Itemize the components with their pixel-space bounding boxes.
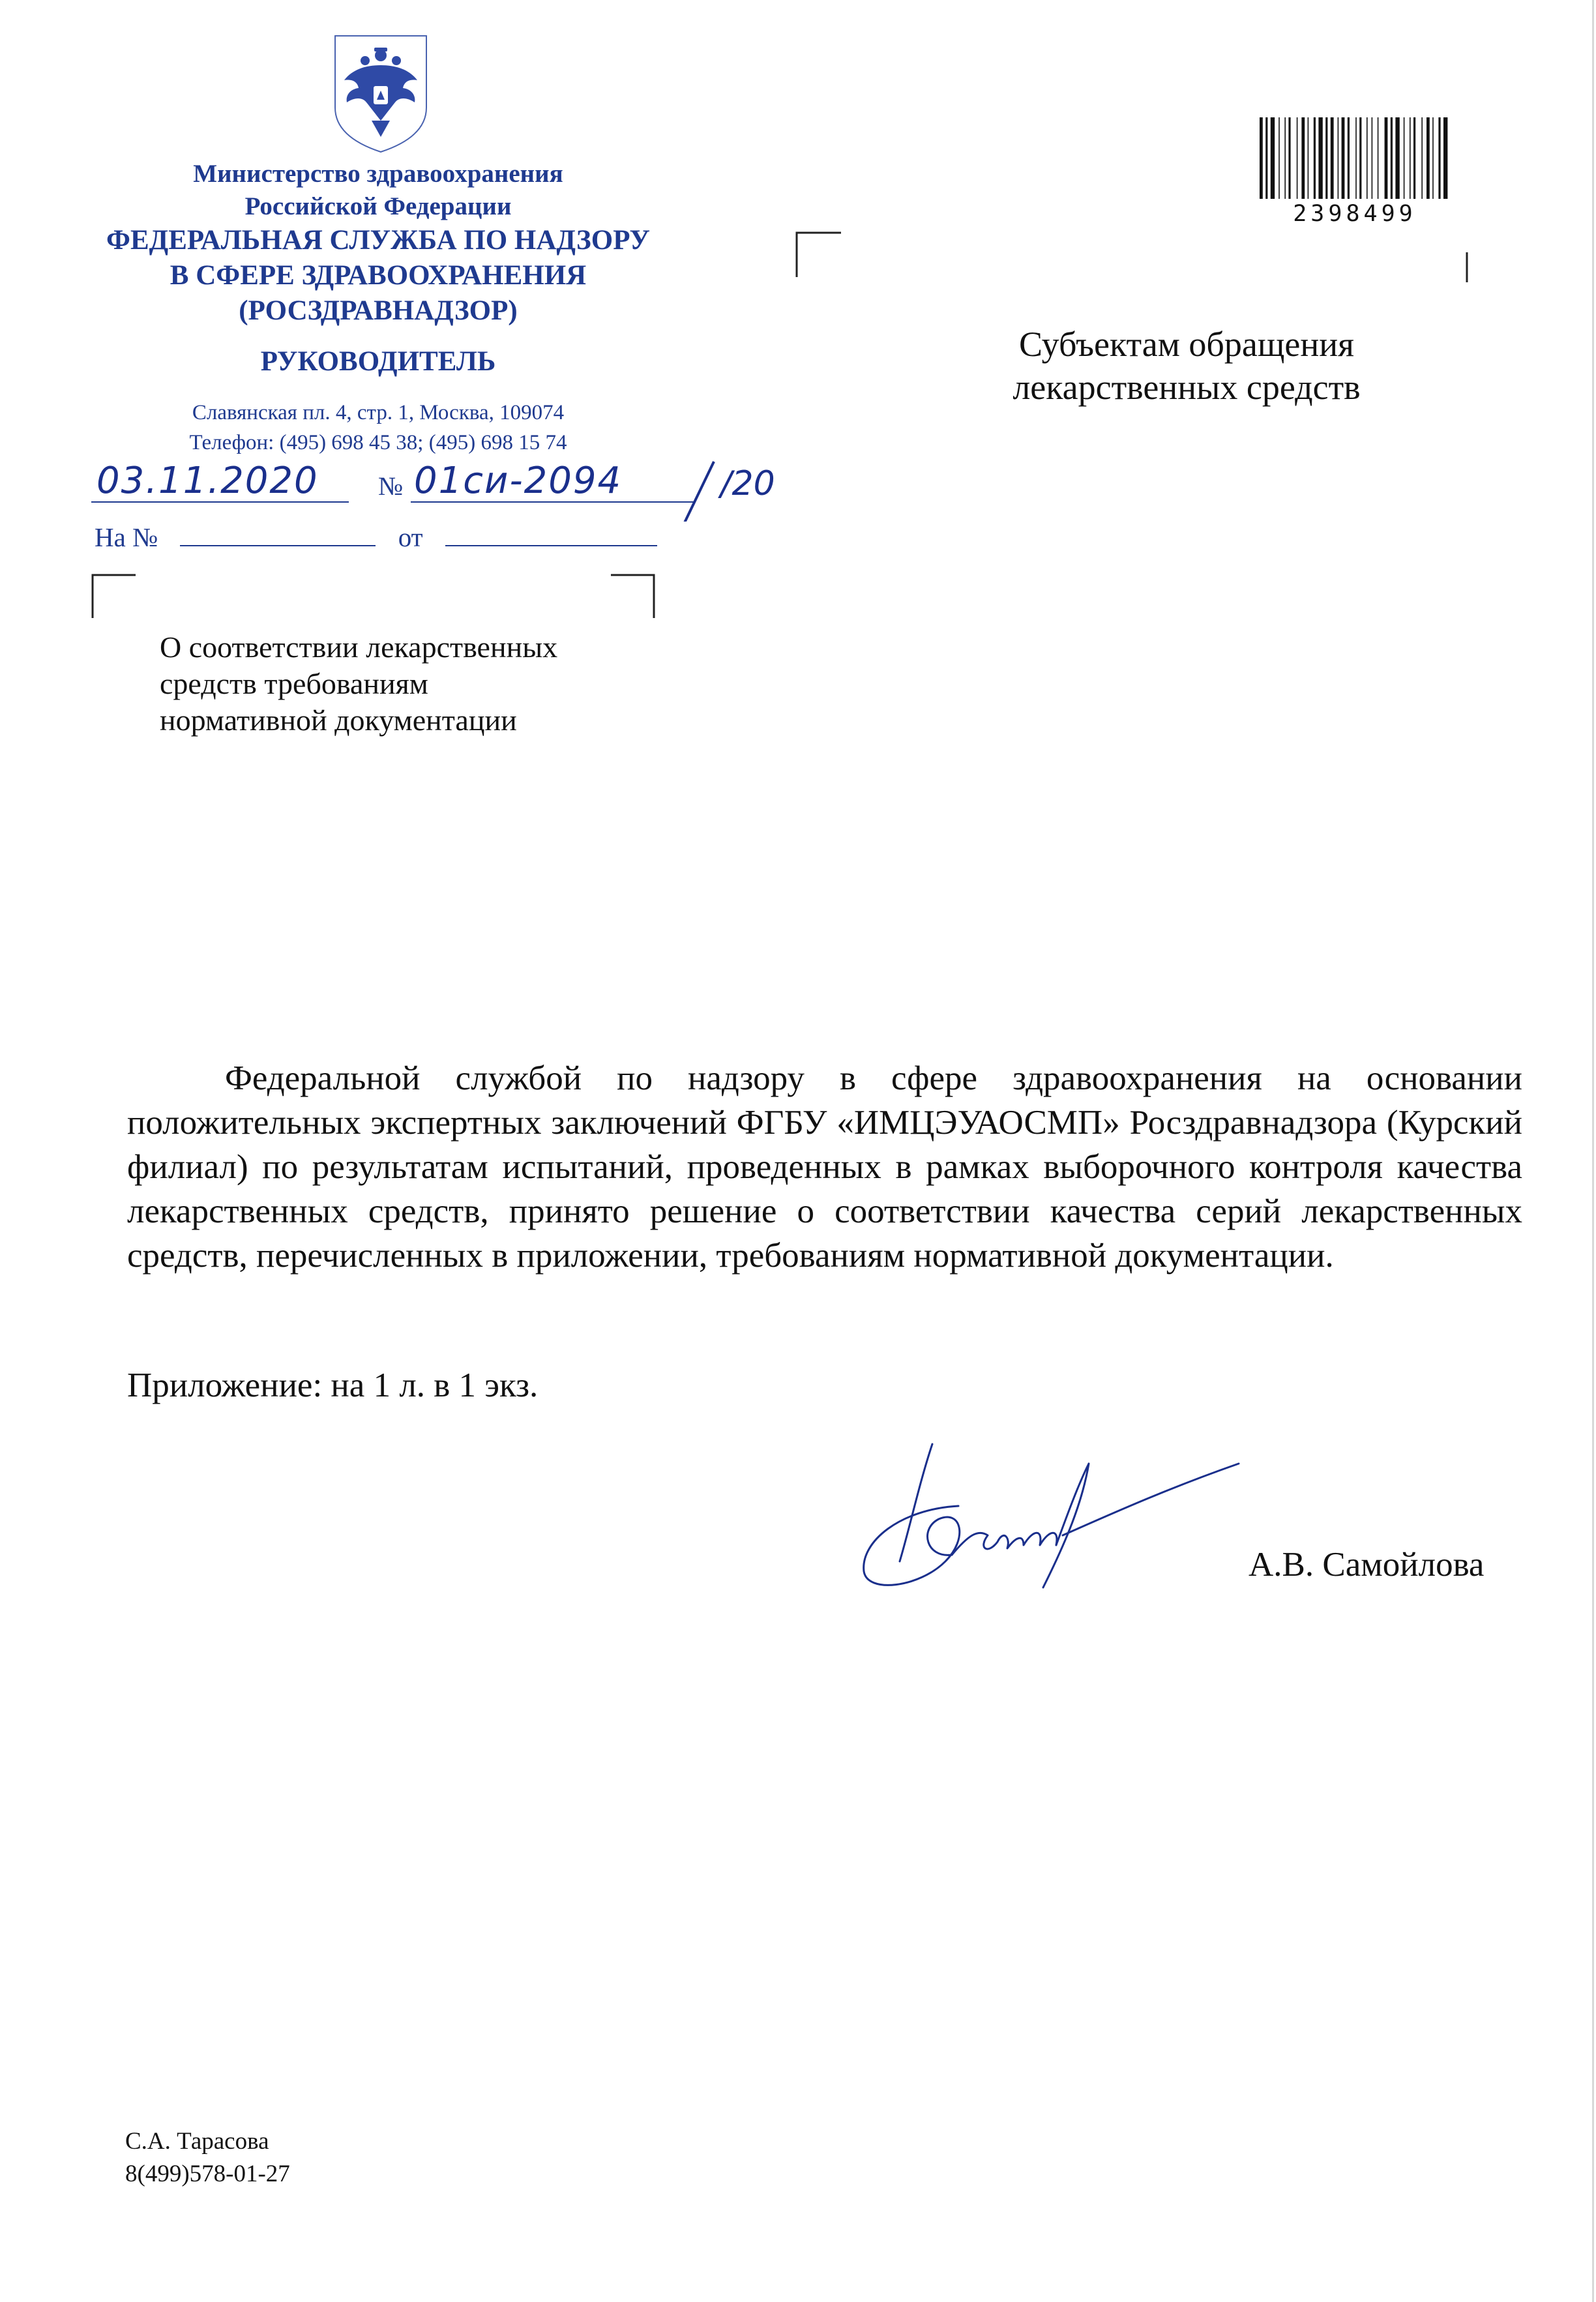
registration-date: 03.11.2020 [96, 460, 319, 502]
reply-label: На № [95, 522, 158, 552]
barcode-bar [1391, 117, 1393, 199]
attachment-note: Приложение: на 1 л. в 1 экз. [127, 1366, 539, 1404]
executor-phone: 8(499)578-01-27 [125, 2161, 290, 2187]
barcode-bar [1308, 117, 1309, 199]
barcode-bar [1385, 117, 1388, 199]
barcode-bar [1288, 117, 1290, 199]
contact-block [78, 398, 678, 458]
reply-to-line [95, 522, 657, 553]
subject-corner-right [610, 574, 655, 619]
barcode-bar [1355, 117, 1357, 199]
barcode-bar [1301, 117, 1305, 199]
barcode-bar [1260, 117, 1263, 199]
barcode-bar [1278, 117, 1280, 199]
barcode-bar [1438, 117, 1440, 199]
barcode-bar [1413, 117, 1415, 199]
barcode-bar [1395, 117, 1399, 199]
barcode-bar [1432, 117, 1434, 199]
barcode-bar [1421, 117, 1423, 199]
registration-suffix: /20 [720, 464, 775, 503]
ministry-line-1: Министерство здравоохранения [193, 160, 563, 188]
barcode-bar [1331, 117, 1334, 199]
executor-name: С.А. Тарасова [125, 2128, 269, 2155]
barcode-bar [1318, 117, 1322, 199]
from-label: от [398, 522, 423, 552]
barcode-bar [1297, 117, 1298, 199]
barcode-bar [1271, 117, 1275, 199]
addressee-corner-left [795, 231, 842, 278]
barcode-bar [1372, 117, 1373, 199]
barcode-bar [1378, 117, 1379, 199]
service-line-2: В СФЕРЕ ЗДРАВООХРАНЕНИЯ [170, 260, 587, 291]
executor-info [125, 2125, 290, 2191]
addressee-line-2: лекарственных средств [1012, 368, 1361, 407]
service-name [78, 223, 678, 329]
barcode-image [1257, 117, 1453, 202]
head-title: РУКОВОДИТЕЛЬ [260, 346, 496, 377]
barcode-bar [1325, 117, 1327, 199]
reply-date-blank [445, 523, 657, 546]
address: Славянская пл. 4, стр. 1, Москва, 109074 [192, 401, 565, 424]
service-line-3: (РОСЗДРАВНАДЗОР) [239, 295, 518, 326]
phone: Телефон: (495) 698 45 38; (495) 698 15 74 [189, 431, 567, 454]
ministry-name [78, 158, 678, 223]
registration-number-label: № [378, 471, 404, 501]
barcode-bar [1367, 117, 1368, 199]
barcode-bar [1338, 117, 1339, 199]
subject-line-2: средств требованиям [160, 667, 428, 700]
registration-number: 01си-2094 [414, 460, 623, 502]
barcode-bar [1404, 117, 1405, 199]
subject-corner-left [91, 574, 137, 619]
signer-name: А.В. Самойлова [1249, 1546, 1485, 1584]
barcode-number: 2398499 [1293, 201, 1417, 227]
barcode-bar [1426, 117, 1430, 199]
scan-edge [1592, 0, 1594, 2302]
subject-line-1: О соответствии лекарственных [160, 630, 558, 664]
letter-subject [160, 629, 557, 739]
barcode-bar [1410, 117, 1411, 199]
coat-of-arms-emblem [326, 29, 436, 156]
ministry-line-2: Российской Федерации [244, 192, 512, 220]
barcode-bar [1348, 117, 1350, 199]
barcode-bar [1342, 117, 1345, 199]
barcode-bar [1443, 117, 1447, 199]
barcode-bar [1284, 117, 1286, 199]
addressee-line-1: Субъектам обращения [1018, 325, 1355, 364]
reply-number-blank [180, 523, 376, 546]
subject-line-3: нормативной документации [160, 703, 517, 737]
barcode-bar [1314, 117, 1316, 199]
addressee-corner-right [1460, 251, 1473, 284]
barcode-bar [1359, 117, 1361, 199]
handwritten-signature [848, 1431, 1252, 1614]
barcode-bar [1265, 117, 1267, 199]
addressee [978, 323, 1395, 409]
service-line-1: ФЕДЕРАЛЬНАЯ СЛУЖБА ПО НАДЗОРУ [106, 225, 650, 256]
body-paragraph: Федеральной службой по надзору в сфере здравоохранения на основании положительных экспертных заключений ФГБУ «ИМЦЭУАОСМП» Росздравнадзора (Курский филиал) по результатам испытаний, проведенных в рамках выборочного контроля качества лекарственных средств, принято решение о соответствии качества серий лекарственных средств, перечисленных в приложении, требованиям нормативной документации. [127, 1059, 1522, 1275]
